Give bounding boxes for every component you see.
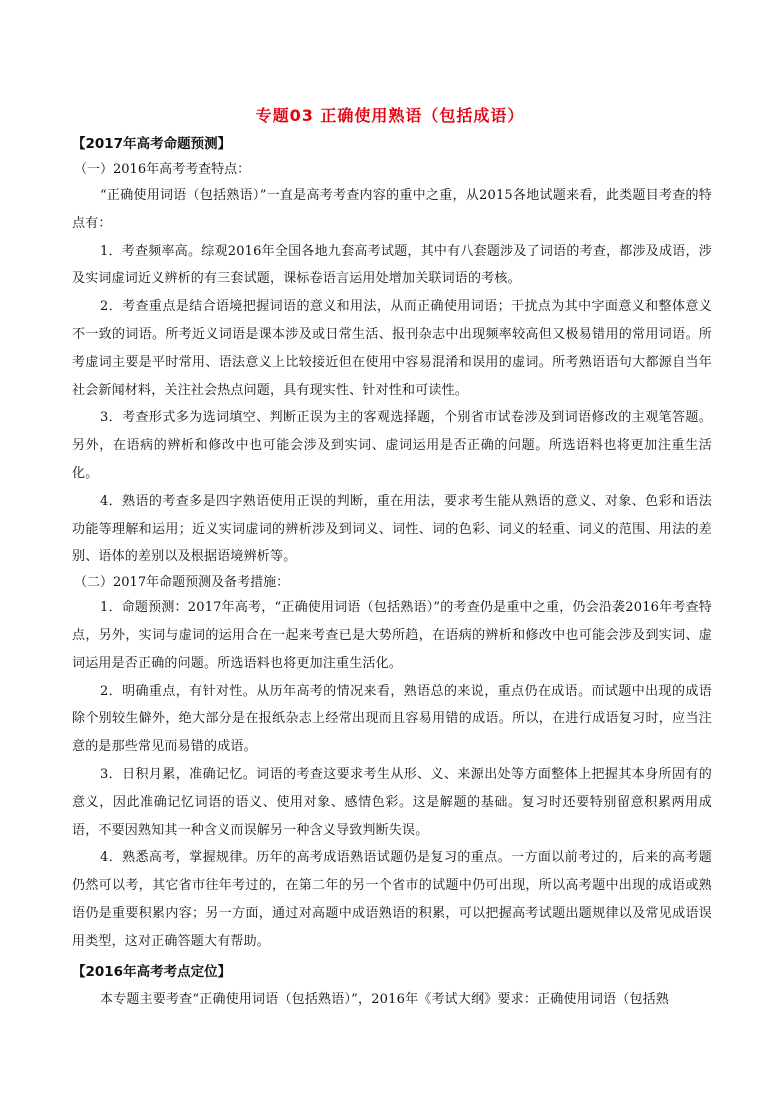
subheading-2016-features: （一）2016年高考考查特点： (74, 162, 251, 177)
paragraph-measure-3: 3．日积月累，准确记忆。词语的考查这要求考生从形、义、来源出处等方面整体上把握其本身所固有的意义，因此准确记忆词语的语义、使用对象、感情色彩。这是解题的基础。复习时还要特别留意积累两用成语，不要因熟知其一种含义而误解另一种含义导致判断失误。 (72, 766, 712, 838)
paragraph-feature-4: 4．熟语的考查多是四字熟语使用正误的判断，重在用法，要求考生能从熟语的意义、对象、色彩和语法功能等理解和运用；近义实词虚词的辨析涉及到词义、词性、词的色彩、词义的轻重、词义的范围、用法的差别、语体的差别以及根据语境辨析等。 (72, 493, 712, 565)
paragraph-feature-1: 1．考查频率高。综观2016年全国各地九套高考试题，其中有八套题涉及了词语的考查，都涉及成语，涉及实词虚词近义辨析的有三套试题，课标卷语言运用处增加关联词语的考核。 (72, 243, 712, 287)
section-2016-points (72, 962, 712, 1014)
section-heading-2016-points: 【2016年高考考点定位】 (72, 964, 232, 980)
document-title: 专题03 正确使用熟语（包括成语） (255, 106, 525, 125)
paragraph-measure-4: 4．熟悉高考，掌握规律。历年的高考成语熟语试题仍是复习的重点。一方面以前考过的，后来的高考题仍然可以考，其它省市往年考过的，在第二年的另一个省市的试题中仍可出现，所以高考题中出现的成语或熟语仍是重要积累内容；另一方面，通过对高题中成语熟语的积累，可以把握高考试题出题规律以及常见成语误用类型，这对正确答题大有帮助。 (72, 850, 712, 949)
subheading-2017-forecast-measures: （二）2017年命题预测及备考措施： (74, 575, 290, 591)
section-2017-forecast (72, 134, 712, 956)
paragraph-measure-1: 1．命题预测：2017年高考，“正确使用词语（包括熟语）”的考查仍是重中之重，仍会沿袭2016年考查特点，另外，实词与虚词的运用合在一起来考查已是大势所趋，在语病的辨析和修改中也可能会涉及到实词、虚词运用是否正确的问题。所选语料也将更加注重生活化。 (72, 600, 712, 671)
paragraph-feature-2: 2．考查重点是结合语境把握词语的意义和用法，从而正确使用词语；干扰点为其中字面意义和整体意义不一致的词语。所考近义词语是课本涉及或日常生活、报刊杂志中出现频率较高但又极易错用的常用词语。所考虚词主要是平时常用、语法意义上比较接近但在使用中容易混淆和误用的虚词。所考熟语语句大都源自当年社会新闻材料，关注社会热点问题，具有现实性、针对性和可读性。 (72, 299, 712, 398)
paragraph-feature-3: 3．考查形式多为选词填空、判断正误为主的客观选择题，个别省市试卷涉及到词语修改的主观笔答题。另外，在语病的辨析和修改中也可能会涉及到实词、虚词运用是否正确的问题。所选语料也将更加注重生活化。 (72, 410, 712, 481)
section-heading-2017-forecast: 【2017年高考命题预测】 (72, 136, 232, 152)
paragraph-measure-2: 2．明确重点，有针对性。从历年高考的情况来看，熟语总的来说，重点仍在成语。而试题中出现的成语除个别较生僻外，绝大部分是在报纸杂志上经常出现而且容易用错的成语。所以，在进行成语复习时，应当注意的是那些常见而易错的成语。 (72, 683, 712, 755)
paragraph-intro: “正确使用词语（包括熟语）”一直是高考考查内容的重中之重，从2015各地试题来看，此类题目考查的特点有： (72, 188, 712, 231)
paragraph-2016-points: 本专题主要考查“正确使用词语（包括熟语）”，2016年《考试大纲》要求：正确使用词语（包括熟 (100, 992, 670, 1007)
